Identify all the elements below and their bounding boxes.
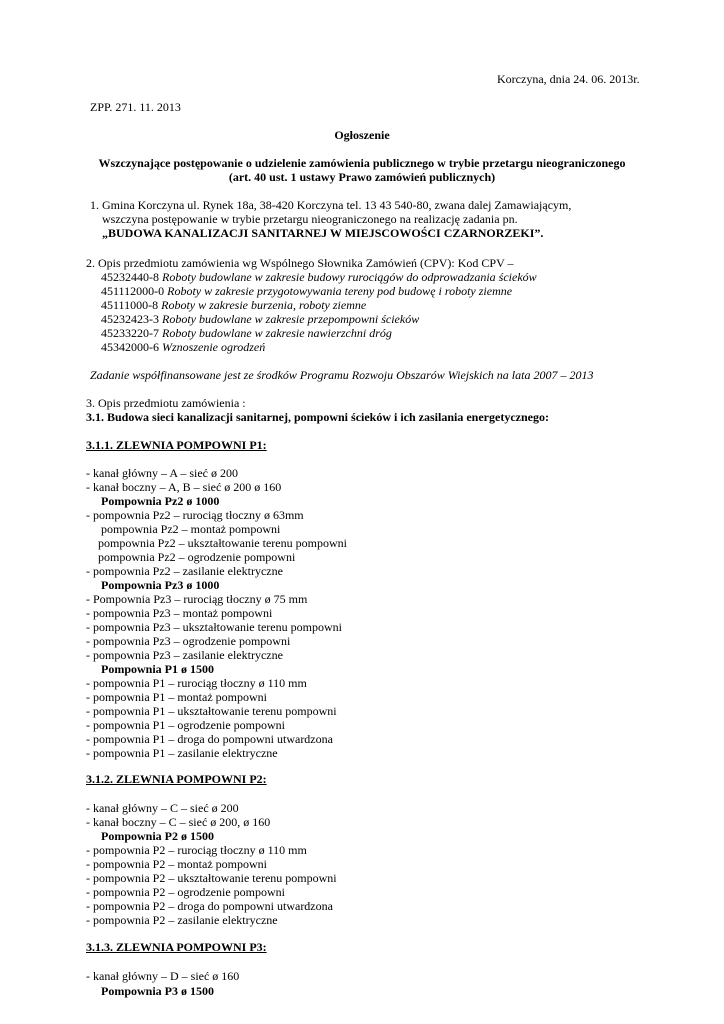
list-item: - pompownia P1 – montaż pompowni: [86, 690, 267, 704]
list-item: - pompownia P2 – ukształtowanie terenu pompowni: [86, 871, 337, 885]
list-item: - pompownia P1 – droga do pompowni utwardzona: [86, 732, 333, 746]
pompownia-p1-title: Pompownia P1 ø 1500: [101, 662, 215, 676]
cpv-code-row: [101, 298, 366, 312]
cpv-description: Roboty w zakresie przygotowywania tereny pod budowę i roboty ziemne: [167, 284, 513, 298]
list-item: - kanał główny – C – sieć ø 200: [86, 801, 239, 815]
list-item: - kanał boczny – A, B – sieć ø 200 ø 160: [86, 480, 282, 494]
list-item: - pompownia P2 – ogrodzenie pompowni: [86, 885, 285, 899]
cpv-code-row: [101, 340, 265, 354]
cpv-code-row: [101, 270, 537, 284]
cpv-code: 45232423-3: [101, 312, 159, 326]
list-item: - kanał główny – D – sieć ø 160: [86, 969, 240, 983]
list-item: - pompownia Pz3 – ukształtowanie terenu pompowni: [86, 620, 342, 634]
list-item: - pompownia Pz3 – montaż pompowni: [86, 606, 273, 620]
section2-intro: 2. Opis przedmiotu zamówienia wg Wspólnego Słownika Zamówień (CPV): Kod CPV –: [86, 256, 514, 270]
document-title: Ogłoszenie: [334, 128, 390, 142]
cpv-description: Roboty budowlane w zakresie budowy rurociągów do odprowadzania ścieków: [162, 270, 537, 284]
pompownia-p2-title: Pompownia P2 ø 1500: [101, 829, 215, 843]
pompownia-p3-title: Pompownia P3 ø 1500: [101, 984, 215, 998]
zlewnia-p2-heading: 3.1.2. ZLEWNIA POMPOWNI P2:: [86, 772, 267, 786]
document-subtitle-line1: Wszczynające postępowanie o udzielenie zamówienia publicznego w trybie przetargu nieograniczonego: [98, 156, 626, 170]
place-date: Korczyna, dnia 24. 06. 2013r.: [497, 72, 640, 86]
list-item: pompownia Pz2 – ukształtowanie terenu pompowni: [98, 536, 347, 550]
list-item: pompownia Pz2 – montaż pompowni: [101, 522, 281, 536]
cpv-code: 45111000-8: [101, 298, 162, 312]
section3-heading: 3.1. Budowa sieci kanalizacji sanitarnej, pompowni ścieków i ich zasilania energetycznego:: [86, 410, 549, 424]
list-item: - pompownia Pz2 – rurociąg tłoczny ø 63mm: [86, 508, 304, 522]
list-item: - pompownia P2 – montaż pompowni: [86, 857, 267, 871]
cpv-description: Roboty budowlane w zakresie nawierzchni dróg: [162, 326, 392, 340]
cofinancing-note: Zadanie współfinansowane jest ze środków Programu Rozwoju Obszarów Wiejskich na lata 2007 – 2013: [90, 368, 594, 382]
zlewnia-p1-heading: 3.1.1. ZLEWNIA POMPOWNI P1:: [86, 438, 267, 452]
list-item: - kanał boczny – C – sieć ø 200, ø 160: [86, 815, 271, 829]
section1-line2: wszczyna postępowanie w trybie przetargu nieograniczonego na realizację zadania pn.: [102, 212, 518, 226]
list-item: - pompownia P1 – ogrodzenie pompowni: [86, 718, 285, 732]
list-item: - pompownia P1 – rurociąg tłoczny ø 110 mm: [86, 676, 307, 690]
cpv-code-row: [101, 312, 419, 326]
list-item: - kanał główny – A – sieć ø 200: [86, 466, 238, 480]
zlewnia-p3-heading: 3.1.3. ZLEWNIA POMPOWNI P3:: [86, 940, 267, 954]
list-item: - pompownia P1 – ukształtowanie terenu pompowni: [86, 704, 337, 718]
cpv-code: 45342000-6: [101, 340, 159, 354]
project-name: „BUDOWA KANALIZACJI SANITARNEJ W MIEJSCOWOŚCI CZARNORZEKI”.: [102, 226, 544, 240]
list-item: - pompownia Pz3 – ogrodzenie pompowni: [86, 634, 291, 648]
section3-intro: 3. Opis przedmiotu zamówienia :: [86, 396, 246, 410]
cpv-code: 45232440-8: [101, 270, 159, 284]
list-item: - pompownia P2 – zasilanie elektryczne: [86, 913, 278, 927]
list-item: - pompownia P1 – zasilanie elektryczne: [86, 746, 278, 760]
reference-number: ZPP. 271. 11. 2013: [90, 100, 181, 114]
cpv-code-row: [101, 284, 512, 298]
list-item: - pompownia P2 – droga do pompowni utwardzona: [86, 899, 333, 913]
cpv-description: Roboty budowlane w zakresie przepompowni ścieków: [162, 312, 420, 326]
list-item: pompownia Pz2 – ogrodzenie pompowni: [98, 550, 296, 564]
list-item: - pompownia Pz2 – zasilanie elektryczne: [86, 564, 283, 578]
pompownia-pz3-title: Pompownia Pz3 ø 1000: [101, 578, 220, 592]
cpv-code: 451112000-0: [101, 284, 165, 298]
section1-line1: 1. Gmina Korczyna ul. Rynek 18a, 38-420 Korczyna tel. 13 43 540-80, zwana dalej Zamawiającym,: [90, 198, 572, 212]
list-item: - Pompownia Pz3 – rurociąg tłoczny ø 75 mm: [86, 592, 308, 606]
cpv-code: 45233220-7: [101, 326, 159, 340]
cpv-description: Roboty w zakresie burzenia, roboty ziemne: [161, 298, 367, 312]
pompownia-pz2-title: Pompownia Pz2 ø 1000: [101, 494, 220, 508]
document-subtitle-line2: (art. 40 ust. 1 ustawy Prawo zamówień publicznych): [228, 170, 496, 184]
list-item: - pompownia Pz3 – zasilanie elektryczne: [86, 648, 283, 662]
cpv-code-row: [101, 326, 392, 340]
list-item: - pompownia P2 – rurociąg tłoczny ø 110 mm: [86, 843, 307, 857]
cpv-description: Wznoszenie ogrodzeń: [162, 340, 266, 354]
